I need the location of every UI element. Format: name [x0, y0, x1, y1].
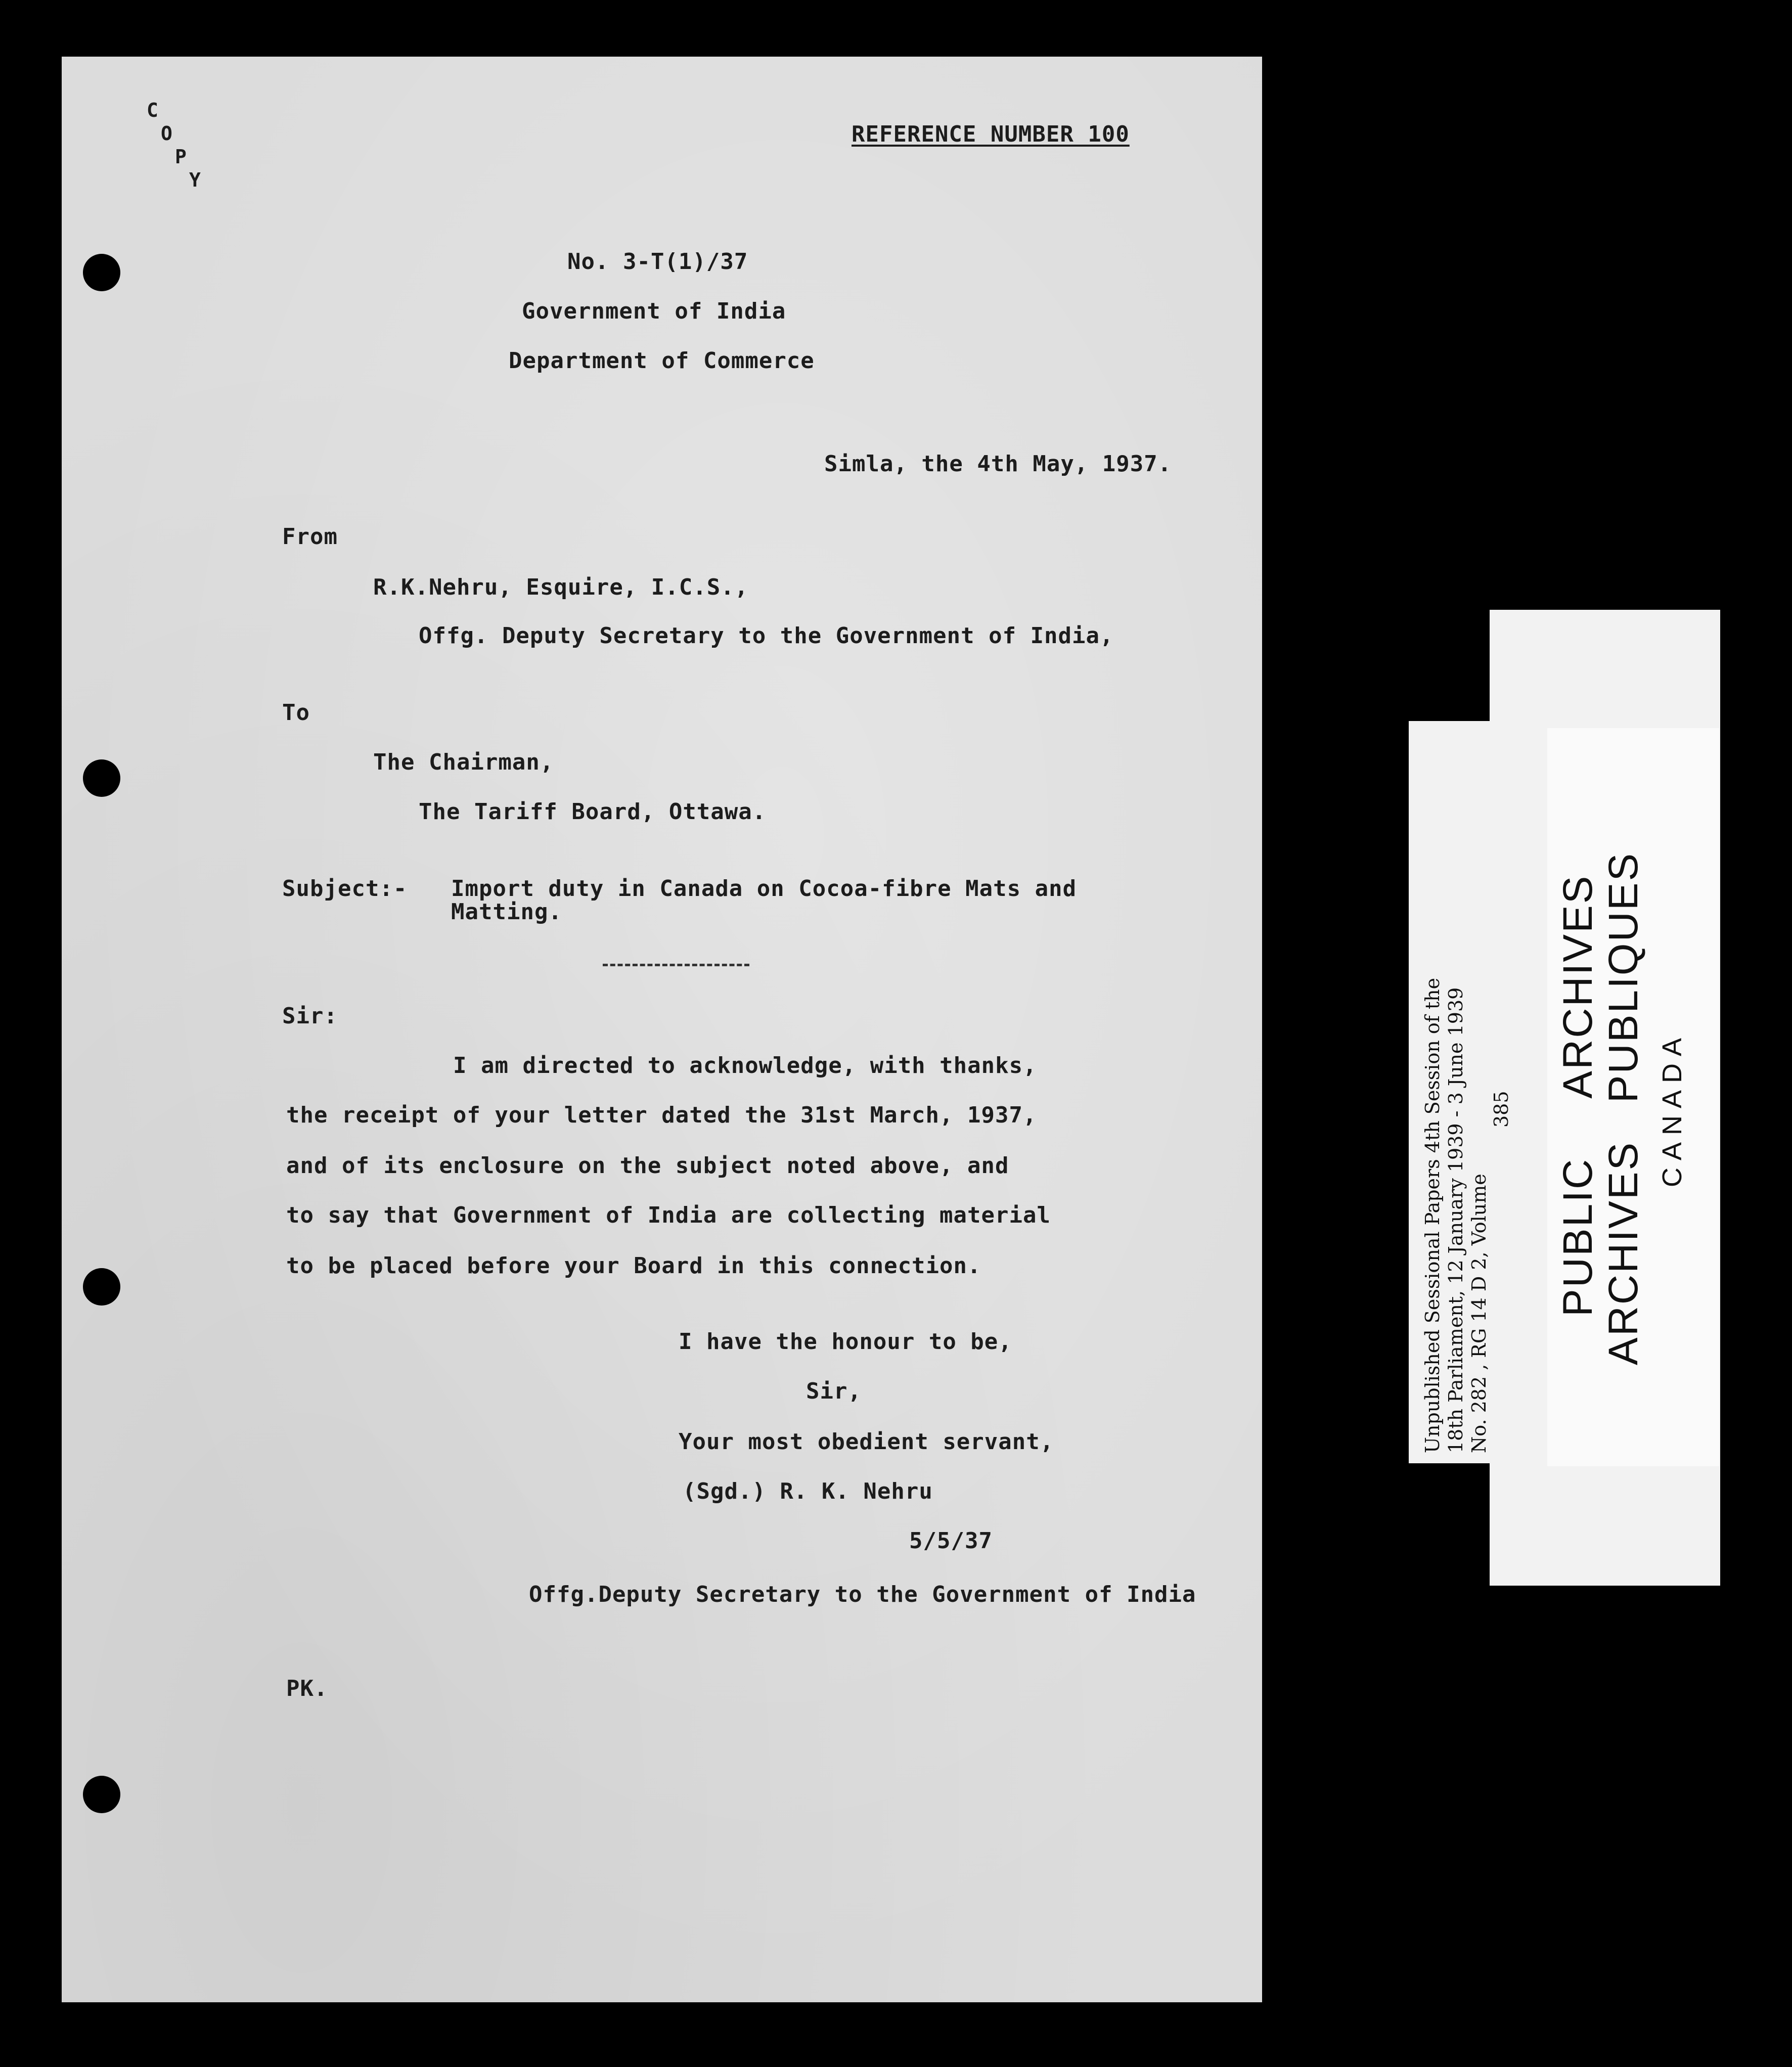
signature: (Sgd.) R. K. Nehru [683, 1478, 933, 1504]
signatory-title: Offg.Deputy Secretary to the Government of India [529, 1582, 1196, 1607]
archive-ref-line-1: Unpublished Sessional Papers 4th Session of the [1421, 977, 1444, 1453]
from-name: R.K.Nehru, Esquire, I.C.S., [373, 574, 749, 600]
body-line-5: to be placed before your Board in this connection. [286, 1253, 981, 1279]
archive-title-french [1601, 852, 1646, 1365]
punch-hole-3 [83, 1268, 120, 1306]
government-heading: Government of India [522, 298, 786, 324]
archive-ref-line-2: 18th Parliament, 12 January 1939 - 3 June 1939 [1445, 987, 1467, 1453]
body-line-1: I am directed to acknowledge, with thanks, [453, 1053, 1037, 1079]
from-title: Offg. Deputy Secretary to the Government of India, [419, 623, 1114, 649]
archive-ref-line-3: No. 282 , RG 14 D 2, Volume [1468, 1174, 1490, 1453]
copy-letter-y: Y [189, 169, 201, 191]
archive-title-english [1555, 875, 1601, 1317]
subject-line-2: Matting. [451, 899, 562, 925]
signature-date: 5/5/37 [909, 1528, 993, 1554]
punch-hole-2 [83, 759, 120, 797]
letter-page [62, 57, 1262, 2002]
salutation: Sir: [282, 1003, 338, 1029]
typist-initials: PK. [286, 1676, 328, 1701]
closing-sir: Sir, [806, 1378, 862, 1404]
punch-hole-1 [83, 254, 120, 291]
department-heading: Department of Commerce [509, 348, 815, 374]
closing-servant: Your most obedient servant, [679, 1429, 1054, 1455]
to-name: The Chairman, [373, 749, 554, 775]
to-organization: The Tariff Board, Ottawa. [419, 799, 767, 825]
body-line-2: the receipt of your letter dated the 31st March, 1937, [286, 1102, 1037, 1128]
place-date: Simla, the 4th May, 1937. [824, 451, 1172, 477]
subject-separator [603, 964, 749, 966]
to-label: To [282, 700, 310, 726]
reference-number: REFERENCE NUMBER 100 [852, 121, 1130, 147]
copy-letter-o: O [161, 122, 172, 145]
archive-country: CANADA [1657, 1030, 1687, 1187]
body-line-4: to say that Government of India are collecting material [286, 1202, 1051, 1228]
closing-honour: I have the honour to be, [679, 1329, 1012, 1355]
archive-word-publiques: PUBLIQUES [1600, 851, 1646, 1103]
punch-hole-4 [83, 1776, 120, 1813]
archive-word-archives-fr: ARCHIVES [1600, 1141, 1646, 1365]
file-number: No. 3-T(1)/37 [567, 249, 748, 275]
archive-word-public: PUBLIC [1555, 1157, 1601, 1317]
copy-letter-p: P [175, 146, 187, 168]
subject-label: Subject:- [282, 876, 408, 902]
body-line-3: and of its enclosure on the subject noted above, and [286, 1153, 1009, 1179]
subject-line-1: Import duty in Canada on Cocoa-fibre Mats and [451, 876, 1077, 902]
archive-word-archives-en: ARCHIVES [1555, 874, 1601, 1099]
from-label: From [282, 524, 338, 550]
archive-ref-volume: 385 [1490, 1091, 1512, 1128]
copy-letter-c: C [147, 99, 158, 121]
